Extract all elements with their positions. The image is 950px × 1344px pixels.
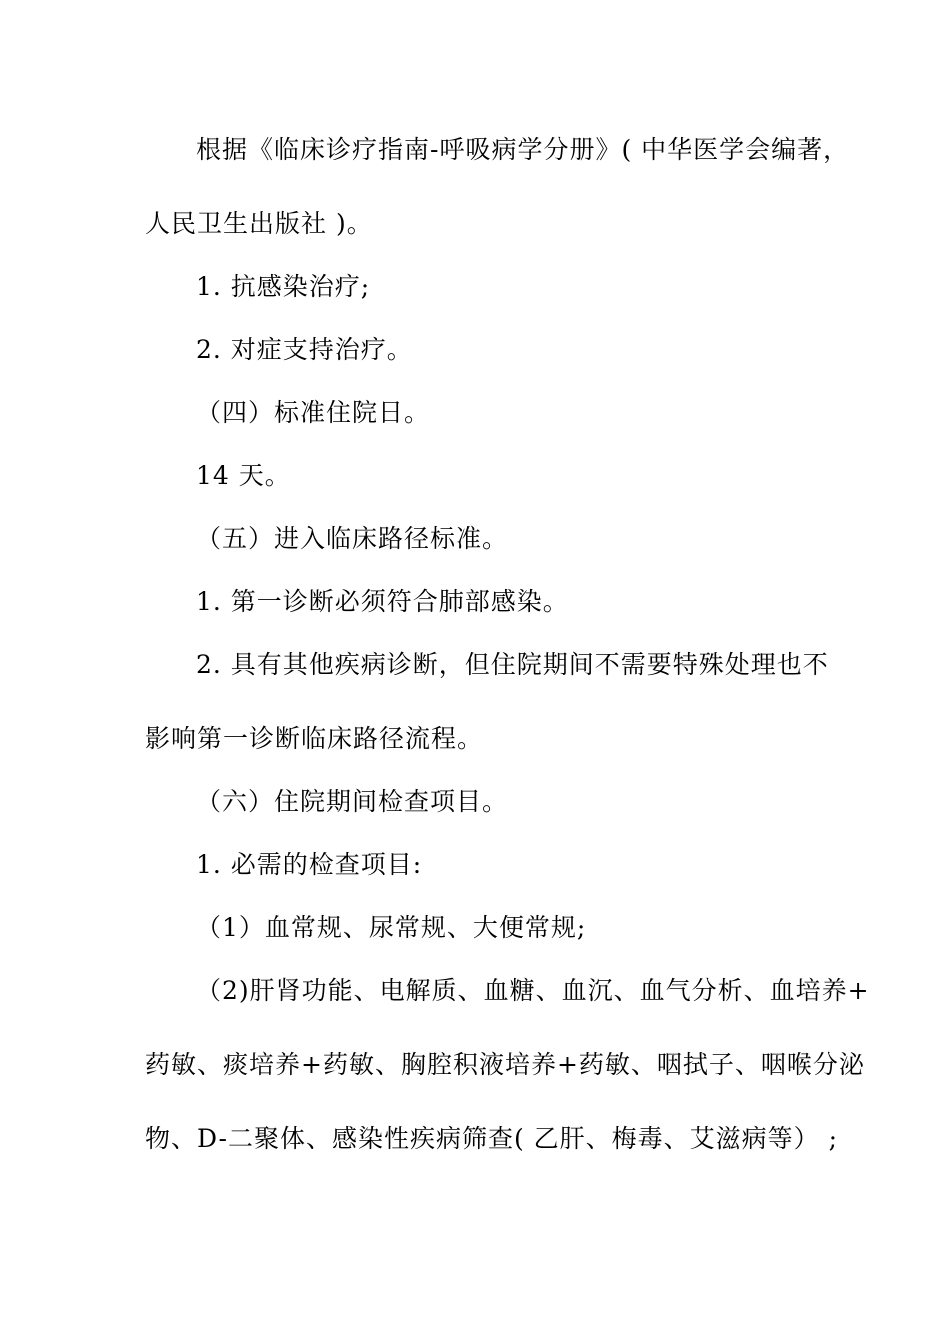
list-item: 1. 必需的检查项目:: [196, 850, 423, 879]
paragraph-line: 14 天。: [196, 461, 291, 490]
paragraph-line: 药敏、痰培养+药敏、胸腔积液培养+药敏、咽拭子、咽喉分泌: [145, 1050, 865, 1079]
section-heading: （五）进入临床路径标准。: [196, 524, 509, 553]
list-item: 2. 对症支持治疗。: [196, 335, 413, 364]
list-item: 2. 具有其他疾病诊断，但住院期间不需要特殊处理也不: [196, 650, 829, 679]
section-heading: （六）住院期间检查项目。: [196, 787, 509, 816]
paragraph-line: 物、D-二聚体、感染性疾病筛查( 乙肝、梅毒、艾滋病等） ;: [145, 1124, 839, 1153]
list-item: 1. 第一诊断必须符合肺部感染。: [196, 587, 569, 616]
paragraph-line: 根据《临床诊疗指南-呼吸病学分册》( 中华医学会编著，: [196, 135, 850, 164]
paragraph-line: 人民卫生出版社 )。: [145, 209, 373, 238]
section-heading: （四）标准住院日。: [196, 398, 431, 427]
list-item: 1. 抗感染治疗;: [196, 272, 371, 301]
list-item: （2)肝肾功能、电解质、血糖、血沉、血气分析、血培养+: [196, 976, 870, 1005]
list-item: （1）血常规、尿常规、大便常规;: [196, 913, 587, 942]
paragraph-line: 影响第一诊断临床路径流程。: [145, 724, 484, 753]
